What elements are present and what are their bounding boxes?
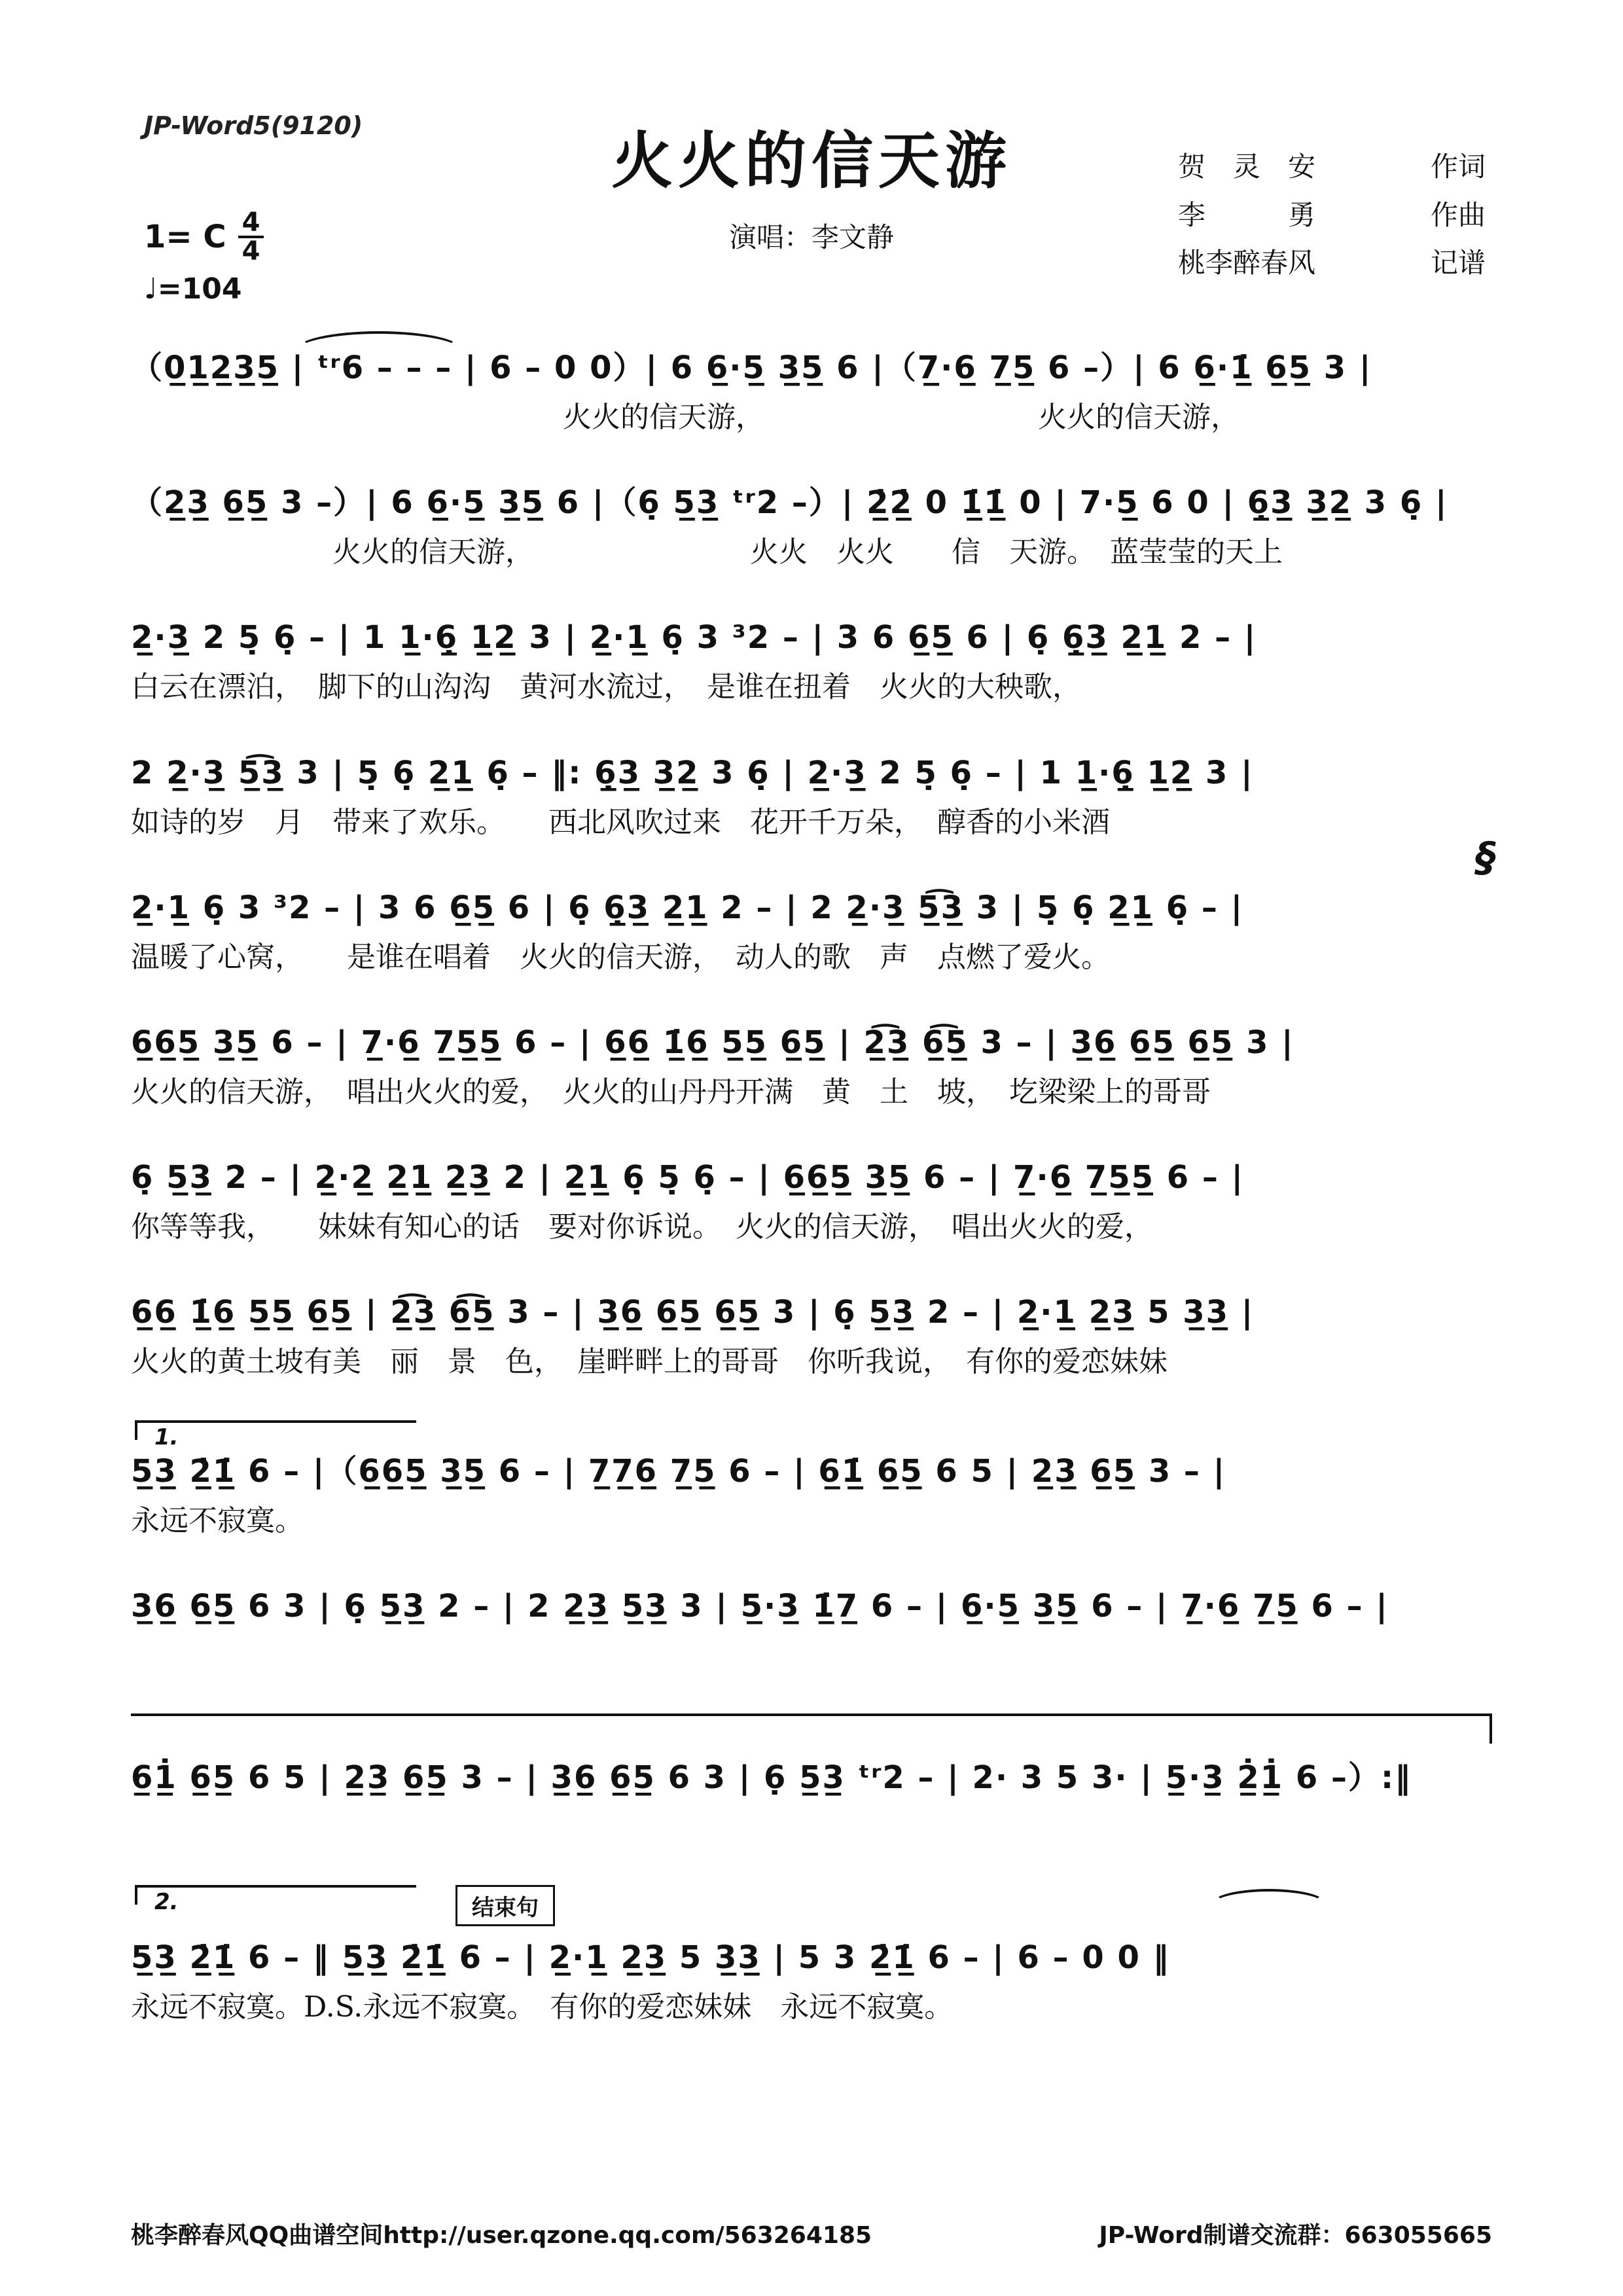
lyrics-line — [131, 1634, 1492, 1678]
credit-role: 作曲 — [1430, 198, 1486, 231]
segno-icon: § — [1476, 833, 1496, 881]
lyrics-line: 火火的黄土坡有美 丽 景 色， 崖畔畔上的哥哥 你听我说， 有你的爱恋妹妹 — [131, 1345, 1168, 1379]
score-body — [131, 340, 1496, 2217]
lyrics-line: 白云在漂泊， 脚下的山沟沟 黄河水流过， 是谁在扭着 火火的大秧歌， — [131, 670, 1081, 704]
credit-transcriber — [1178, 239, 1486, 287]
software-label: JP-Word5(9120) — [144, 111, 363, 140]
music-system — [131, 1285, 1492, 1384]
notation-line: 2̲·3̲ 2 5̣ 6̣ – | 1 1̲·6̣̲ 1̲2̲ 3 | 2̲·1̲ 6̣ 3 ³2 – | 3 6 6̲5̲ 6 | 6̣ 6̣̲3̲ 2̲1̲ 2 – | — [131, 619, 1257, 656]
volta-label: 2. — [154, 1888, 179, 1915]
footer-right-text: JP-Word制谱交流群：663055665 — [1099, 2222, 1492, 2249]
ending-label: 结束句 — [455, 1885, 555, 1926]
key-signature — [144, 209, 264, 264]
notation-line: 6̣ 5̲3̲ 2 – | 2̲·2̲ 2̲1̲ 2̲3̲ 2 | 2̲1̲ 6̣ 5̣ 6̣ – | 6̲6̲5̲ 3̲5̲ 6 – | 7̲·6̲ 7̲5̲5̲ 6 – | — [131, 1159, 1245, 1196]
music-system — [131, 610, 1492, 709]
singer-label: 演唱：李文静 — [728, 221, 894, 253]
footer-left-text: 桃李醉春风QQ曲谱空间http://user.qzone.qq.com/563264185 — [131, 2222, 872, 2249]
notation-line: 6̲6̲5̲ 3̲5̲ 6 – | 7̲·6̲ 7̲5̲5̲ 6 – | 6̲6̲ 1̲̇6̲ 5̲5̲ 6̲5̲ | 2̲͡3̲ 6̲͡5̲ 3 – | 3̲6̲ 6̲5̲ 6̲5̲ 3 | — [131, 1024, 1294, 1061]
notation-line: 2̲·1̲ 6̣ 3 ³2 – | 3 6 6̲5̲ 6 | 6̣ 6̣̲3̲ 2̲1̲ 2 – | 2 2̲·3̲ 5̲͡3̲ 3 | 5̣ 6̣ 2̲1̲ 6̣ – | — [131, 889, 1244, 926]
credit-role: 作词 — [1430, 151, 1486, 183]
credit-name: 李 勇 — [1178, 198, 1316, 231]
credit-name: 贺 灵 安 — [1178, 151, 1316, 183]
volta-bracket-2 — [135, 1885, 416, 1915]
music-system — [131, 1713, 1492, 1850]
lyrics-line: 如诗的岁 月 带来了欢乐。 西北风吹过来 花开千万朵， 醇香的小米酒 — [131, 805, 1110, 839]
lyrics-line — [131, 1805, 1492, 1850]
lyrics-line: 永远不寂寞。 — [131, 1503, 304, 1537]
tie-arc — [1211, 1889, 1327, 1920]
credit-role: 记谱 — [1430, 247, 1486, 279]
time-signature-bottom: 4 — [241, 236, 260, 266]
music-system — [131, 1885, 1492, 2030]
music-system — [131, 475, 1492, 575]
notation-line: 3̲6̲ 6̲5̲ 6 3 | 6̣ 5̲3̲ 2 – | 2 2̲3̲ 5̲3̲ 3 | 5̲·3̲ 1̲̇7̲ 6 – | 6̲·5̲ 3̲5̲ 6 – | 7̲·6̲ 7̲5̲ 6 – | — [131, 1587, 1389, 1624]
page-footer — [131, 2217, 1492, 2250]
notation-line: （2̲3̲ 6̲5̲ 3 –）| 6 6̲·5̲ 3̲5̲ 6 |（6̣ 5̲3̲ ᵗʳ2 –）| 2̲̇2̲̇ 0 1̲̇1̲̇ 0 | 7·5̲ 6 0 | 6̣̲3̲ 3̲2̲ 3 6̣ | — [131, 484, 1448, 522]
time-signature-top: 4 — [238, 209, 264, 238]
music-system — [131, 1150, 1492, 1249]
key-label: 1= C — [144, 219, 226, 255]
volta-bracket-1 — [135, 1420, 416, 1450]
credit-name: 桃李醉春风 — [1178, 247, 1316, 279]
notation-line: 5̲3̲ 2̲̇1̲̇ 6 – ‖ 5̲3̲ 2̲̇1̲̇ 6 – | 2̲·1̲ 2̲3̲ 5 3̲3̲ | 5 3 2̲̇1̲̇ 6 – | 6 – 0 0 ‖ — [131, 1939, 1170, 1976]
lyrics-line: 火火的信天游， 火火的信天游， — [131, 401, 1240, 434]
lyrics-line: 你等等我， 妹妹有知心的话 要对你诉说。 火火的信天游， 唱出火火的爱， — [131, 1210, 1153, 1244]
notation-line: 6̲6̲ 1̲̇6̲ 5̲5̲ 6̲5̲ | 2̲͡3̲ 6̲͡5̲ 3 – | 3̲6̲ 6̲5̲ 6̲5̲ 3 | 6̣ 5̲3̲ 2 – | 2̲·1̲ 2̲3̲ 5 3̲3̲ | — [131, 1294, 1255, 1331]
music-system — [131, 833, 1496, 980]
music-system — [131, 1015, 1492, 1115]
volta-label: 1. — [154, 1424, 179, 1450]
notation-line: 6̲1̲̇ 6̲5̲ 6 5 | 2̲3̲ 6̲5̲ 3 – | 3̲6̲ 6̲5̲ 6 3 | 6̣ 5̲3̲ ᵗʳ2 – | 2· 3 5 3· | 5̲·3̲ 2̲̇1̲̇ 6 –）:‖ — [131, 1759, 1412, 1796]
tempo-marking: ♩=104 — [144, 272, 242, 306]
lyrics-line: 温暖了心窝， 是谁在唱着 火火的信天游， 动人的歌 声 点燃了爱火。 — [131, 940, 1110, 974]
music-system — [131, 1579, 1492, 1678]
credits-block — [1178, 143, 1486, 287]
notation-line: 2 2̲·3̲ 5̲͡3̲ 3 | 5̣ 6̣ 2̲1̲ 6̣ – ‖: 6̣̲3̲ 3̲2̲ 3 6̣ | 2̲·3̲ 2 5̣ 6̣ – | 1 1̲·6̣̲ 1̲2̲ 3 | — [131, 754, 1254, 791]
sheet-header — [131, 111, 1492, 340]
music-system — [131, 745, 1492, 845]
lyrics-line: 火火的信天游， 唱出火火的爱， 火火的山丹丹开满 黄 土 坡， 圪梁梁上的哥哥 — [131, 1075, 1211, 1109]
page-title: 火火的信天游 — [611, 125, 1012, 197]
lyrics-line: 永远不寂寞。D.S.永远不寂寞。 有你的爱恋妹妹 永远不寂寞。 — [131, 1990, 954, 2024]
credit-composer — [1178, 191, 1486, 240]
music-system — [131, 1420, 1492, 1543]
notation-line: （0̲1̲2̲3̲5̲ | ᵗʳ6 – – – | 6 – 0 0）| 6 6̲·5̲ 3̲5̲ 6 |（7̲·6̲ 7̲5̲ 6 –）| 6 6̲·1̲̇ 6̲5̲ 3 | — [131, 350, 1372, 386]
volta-continuation-line — [131, 1713, 1492, 1744]
credit-lyricist — [1178, 143, 1486, 191]
notation-line: 5̲3̲ 2̲̇1̲̇ 6 – |（6̲6̲5̲ 3̲5̲ 6 – | 7̲7̲6̲ 7̲5̲ 6 – | 6̲1̲̇ 6̲5̲ 6 5 | 2̲3̲ 6̲5̲ 3 – | — [131, 1452, 1226, 1490]
slur-arc — [294, 331, 463, 370]
lyrics-line: 火火的信天游， 火火 火火 信 天游。 蓝莹莹的天上 — [131, 535, 1283, 569]
music-system — [131, 340, 1492, 440]
time-signature — [238, 209, 264, 264]
